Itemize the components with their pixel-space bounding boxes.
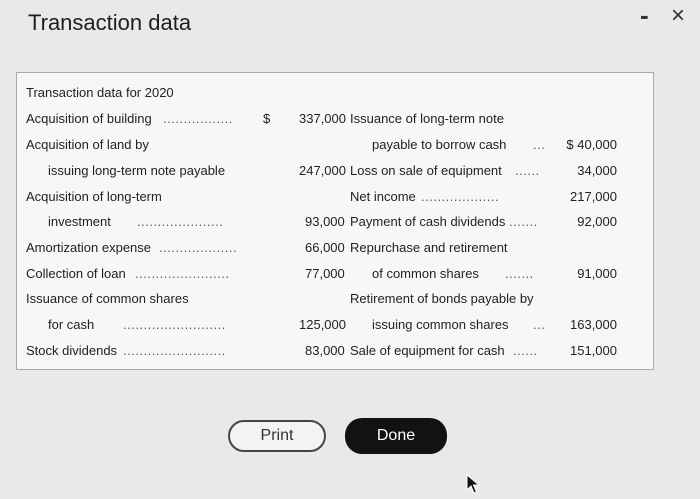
dot-leader: .......	[509, 214, 538, 229]
dot-leader: .......................	[135, 266, 230, 281]
value-collection-loan: 77,000	[305, 266, 345, 281]
label-net-income: Net income	[350, 189, 416, 204]
label-acquisition-lt-indent: investment	[48, 214, 111, 229]
dot-leader: .....................	[137, 214, 224, 229]
label-acquisition-lt: Acquisition of long-term	[26, 189, 162, 204]
label-issuance-shares-indent: for cash	[48, 317, 95, 332]
dot-leader: ...	[533, 317, 546, 332]
dot-leader: .......	[505, 266, 534, 281]
label-acquisition-land: Acquisition of land by	[26, 137, 149, 152]
dot-leader: ......	[513, 343, 538, 358]
value-building: 337,000	[299, 111, 346, 126]
dot-leader: ...................	[159, 240, 238, 255]
value-amortization: 66,000	[305, 240, 345, 255]
minimize-icon[interactable]: -	[640, 0, 649, 30]
value-issuance-lt-note: $ 40,000	[566, 137, 617, 152]
print-button[interactable]: Print	[228, 420, 326, 452]
label-stock-dividends: Stock dividends	[26, 343, 118, 358]
value-repurchase: 91,000	[577, 266, 617, 281]
label-amortization: Amortization expense	[26, 240, 152, 255]
label-loss-sale-equipment: Loss on sale of equipment	[350, 163, 502, 178]
label-issuance-lt-note-indent: payable to borrow cash	[372, 137, 507, 152]
window-title: Transaction data	[28, 10, 192, 35]
value-loss-sale: 34,000	[577, 163, 617, 178]
transaction-table	[16, 72, 654, 370]
label-sale-equipment-cash: Sale of equipment for cash	[350, 343, 505, 358]
label-repurchase-indent: of common shares	[372, 266, 479, 281]
label-cash-dividends: Payment of cash dividends	[350, 214, 506, 229]
table-heading: Transaction data for 2020	[26, 85, 174, 100]
mouse-cursor-icon	[466, 474, 482, 499]
value-issuance-shares: 125,000	[299, 317, 346, 332]
done-button[interactable]: Done	[345, 418, 447, 454]
value-land: 247,000	[299, 163, 346, 178]
dot-leader: .........................	[123, 343, 226, 358]
value-cash-dividends: 92,000	[577, 214, 617, 229]
dot-leader: ...	[533, 137, 546, 152]
value-stock-dividends: 83,000	[305, 343, 345, 358]
dot-leader: .........................	[123, 317, 226, 332]
value-net-income: 217,000	[570, 189, 617, 204]
dot-leader: ......	[515, 163, 540, 178]
value-sale-equipment: 151,000	[570, 343, 617, 358]
label-acquisition-land-indent: issuing long-term note payable	[48, 163, 226, 178]
value-long-term-investment: 93,000	[305, 214, 345, 229]
close-icon[interactable]: ×	[671, 2, 686, 29]
label-collection-loan: Collection of loan	[26, 266, 126, 281]
dot-leader: ...................	[421, 189, 500, 204]
label-repurchase: Repurchase and retirement	[350, 240, 508, 255]
dot-leader: .................	[163, 111, 233, 126]
value-retirement-bonds: 163,000	[570, 317, 617, 332]
label-retirement-bonds-indent: issuing common shares	[372, 317, 509, 332]
dollar-sign: $	[263, 111, 271, 126]
label-acquisition-building: Acquisition of building	[26, 111, 152, 126]
label-retirement-bonds: Retirement of bonds payable by	[350, 291, 534, 306]
label-issuance-shares: Issuance of common shares	[26, 291, 189, 306]
label-issuance-lt-note: Issuance of long-term note	[350, 111, 504, 126]
